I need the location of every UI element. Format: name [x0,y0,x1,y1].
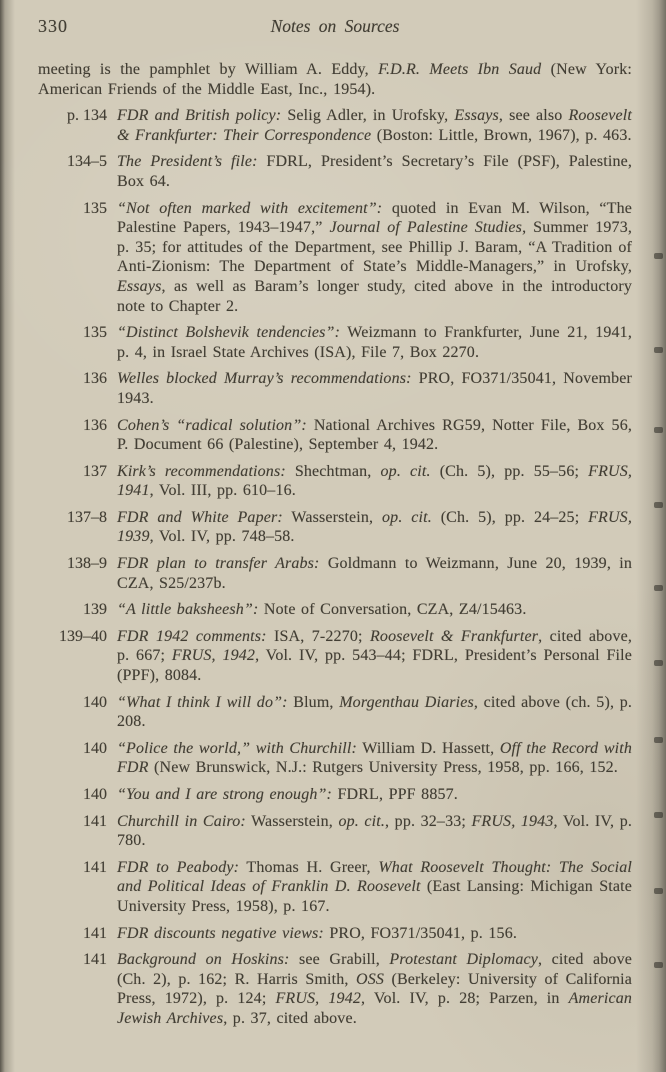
entry-text [117,924,632,944]
entry-text [117,416,632,455]
citation-text: , see also [498,107,569,125]
page-edge-artifact [654,737,663,743]
citation-text: , Summer 1973, p. 35; for attitudes of the Department, see Phillip J. Baram, “A Tradition of Anti-Zionism: The Department of State’s Middle-Managers,” in Urofsky, [117,219,632,276]
entry-text [117,369,632,408]
italic-citation-text: FDR discounts negative views: [117,924,324,942]
note-entry [38,106,632,145]
entry-text [117,152,632,191]
note-entry [38,554,632,593]
citation-text: Wasserstein, [245,812,339,830]
citation-text: , p. 37, cited above. [223,1009,357,1027]
citation-text: (New Brunswick, N.J.: Rutgers University Press, 1958, pp. 166, 152. [148,759,618,777]
citation-text: (East Lansing: Michigan State University Press, 1958), p. 167. [117,878,632,915]
entry-page-ref: 140 [83,739,107,757]
page-edge-artifact [654,253,663,259]
italic-citation-text: Kirk’s recommendations: [117,462,286,480]
italic-citation-text: Off the Record with FDR [117,739,632,777]
entry-text [117,950,632,1028]
italic-citation-text: “You and I are strong enough”: [117,786,333,803]
note-entry [38,152,632,191]
citation-text: , Vol. IV, p. 780. [117,812,633,850]
citation-text: (New York: American Friends of the Middle East, Inc., 1954). [38,61,632,98]
citation-text: Wasserstein, [282,508,383,526]
page-edge-artifact [654,427,663,433]
citation-text: PRO, FO371/35041, p. 156. [323,924,517,942]
page-edge-artifact [654,812,663,818]
note-entry [38,693,632,732]
entry-text [117,627,632,686]
citation-text: Blum, [287,693,340,711]
citation-text: , cited above, p. 667; [117,627,633,665]
entry-page-ref: 137–8 [67,508,107,526]
note-entry [38,924,632,944]
italic-citation-text: op. cit. [338,812,385,830]
italic-citation-text: FDR and White Paper: [117,508,283,526]
entry-text [117,462,632,501]
italic-citation-text: FRUS, 1942 [171,647,256,665]
citation-text: William D. Hassett, [356,739,500,757]
note-entry [38,508,632,547]
citation-text: (Ch. 5), pp. 24–25; [431,508,589,526]
page-edge-artifact [654,962,663,968]
citation-text: , cited above (ch. 5), p. 208. [117,693,633,731]
entry-page-ref: 135 [83,324,107,342]
citation-text: PRO, FO371/35041, November 1943. [117,370,632,407]
running-head [38,16,632,42]
citation-text: (Berkeley: University of California Press, 1972), p. 124; [117,970,632,1008]
citation-text: Selig Adler, in Urofsky, [281,107,455,125]
entry-text [117,785,632,805]
notes-entries [38,106,632,1028]
italic-citation-text: F.D.R. Meets Ibn Saud [378,61,542,78]
note-entry [38,739,632,778]
note-entry [38,416,632,455]
note-entry [38,323,632,362]
intro-paragraph [38,60,632,99]
italic-citation-text: American Jewish Archives [117,990,632,1027]
entry-text [117,554,632,593]
italic-citation-text: Essays [454,107,499,125]
citation-text: (Ch. 5), pp. 55–56; [430,462,589,480]
citation-text: Shechtman, [285,462,381,480]
entry-page-ref: 136 [83,416,107,434]
page-edge-artifact [654,888,663,894]
italic-citation-text: “Police the world,” with Churchill: [117,739,357,757]
note-entry [38,369,632,408]
italic-citation-text: op. cit. [380,462,431,480]
entry-page-ref: 141 [83,951,107,969]
entry-page-ref: 137 [83,462,107,480]
italic-citation-text: FRUS, 1942 [275,990,361,1008]
note-entry [38,199,632,317]
citation-text: , pp. 32–33; [385,812,472,830]
citation-text: FDRL, PPF 8857. [332,786,458,803]
italic-citation-text: Churchill in Cairo: [117,812,246,830]
entry-text [117,858,632,917]
note-entry [38,785,632,805]
entry-text [117,693,632,732]
italic-citation-text: Roosevelt & Frankfurter [370,627,539,645]
entry-page-ref: 134–5 [67,153,107,171]
citation-text: meeting is the pamphlet by William A. Eddy, [38,61,379,78]
running-head-title: Notes on Sources [270,16,400,36]
citation-text: Weizmann to Frankfurter, June 21, 1941, p. 4, in Israel State Archives (ISA), File 7, Box 2270. [117,324,632,361]
entry-text [117,508,632,547]
entry-page-ref: 136 [83,370,107,388]
entry-text [117,199,632,317]
entry-page-ref: 141 [83,924,107,942]
entry-text [117,812,632,851]
note-entry [38,858,632,917]
italic-citation-text: The President’s file: [117,153,258,171]
italic-citation-text: OSS [356,970,385,988]
citation-text: (Boston: Little, Brown, 1967), p. 463. [371,126,632,144]
citation-text: quoted in Evan M. Wilson, “The Palestine Papers, 1943–1947,” [117,199,632,237]
entry-page-ref: 140 [83,786,107,803]
italic-citation-text: What Roosevelt Thought: The Social and Political Ideas of Franklin D. Roosevelt [117,858,632,896]
citation-text: Goldmann to Weizmann, June 20, 1939, in CZA, S25/237b. [117,555,633,592]
citation-text: National Archives RG59, Notter File, Box 56, P. Document 66 (Palestine), September 4, 1942. [117,416,633,454]
italic-citation-text: Welles blocked Murray’s recommendations: [117,370,412,388]
citation-text: , Vol. IV, pp. 543–44; FDRL, President’s Personal File (PPF), 8084. [117,647,632,685]
page-edge-artifact [654,347,663,353]
note-entry [38,627,632,686]
entry-text [117,323,632,362]
italic-citation-text: Morgenthau Diaries [339,693,474,711]
italic-citation-text: FRUS, 1939 [117,508,632,546]
italic-citation-text: “What I think I will do”: [117,693,288,711]
page-edge-artifact [654,660,663,666]
italic-citation-text: FRUS, 1941 [117,462,632,500]
citation-text: FDRL, President’s Secretary’s File (PSF), Palestine, Box 64. [117,153,632,190]
entry-page-ref: 138–9 [67,555,107,573]
italic-citation-text: “A little baksheesh”: [117,601,259,619]
entry-page-ref: 141 [83,858,107,876]
note-entry [38,462,632,501]
entry-text [117,600,632,620]
italic-citation-text: Cohen’s “radical solution”: [117,416,307,434]
citation-text: Note of Conversation, CZA, Z4/15463. [258,601,527,619]
note-entry [38,812,632,851]
italic-citation-text: Background on Hoskins: [117,951,290,969]
entry-page-ref: p. 134 [67,107,107,125]
citation-text: see Grabill, [289,951,390,969]
italic-citation-text: op. cit. [382,508,432,526]
entry-page-ref: 140 [83,693,107,711]
entry-page-ref: 139 [83,601,107,619]
citation-text: ISA, 7-2270; [266,627,370,645]
citation-text: , Vol. IV, pp. 748–58. [149,528,295,546]
page-edge-artifact [654,585,663,591]
italic-citation-text: FDR plan to transfer Arabs: [117,555,320,573]
citation-text: Thomas H. Greer, [239,858,379,876]
italic-citation-text: “Not often marked with excitement”: [117,199,383,217]
italic-citation-text: Roosevelt & Frankfurter: Their Correspondence [117,107,632,144]
entry-page-ref: 139–40 [59,627,107,645]
citation-text: , Vol. IV, p. 28; Parzen, in [361,990,569,1008]
italic-citation-text: Essays [117,277,162,295]
citation-text: , cited above (Ch. 2), p. 162; R. Harris Smith, [117,951,632,988]
italic-citation-text: FDR to Peabody: [117,858,240,876]
italic-citation-text: Protestant Diplomacy [389,951,539,969]
page-number: 330 [38,16,68,36]
italic-citation-text: FDR 1942 comments: [117,627,267,645]
italic-citation-text: “Distinct Bolshevik tendencies”: [117,324,341,342]
page-edge-artifact [654,502,663,508]
entry-text [117,739,632,778]
entry-page-ref: 135 [83,199,107,217]
entry-text [117,106,632,145]
entry-page-ref: 141 [83,812,107,830]
citation-text: , Vol. III, pp. 610–16. [149,482,296,500]
italic-citation-text: Journal of Palestine Studies [329,219,523,237]
note-entry [38,950,632,1028]
citation-text: , as well as Baram’s longer study, cited above in the introductory note to Chapter 2. [117,277,632,315]
italic-citation-text: FRUS, 1943 [471,812,554,830]
note-entry [38,600,632,620]
italic-citation-text: FDR and British policy: [117,107,282,125]
